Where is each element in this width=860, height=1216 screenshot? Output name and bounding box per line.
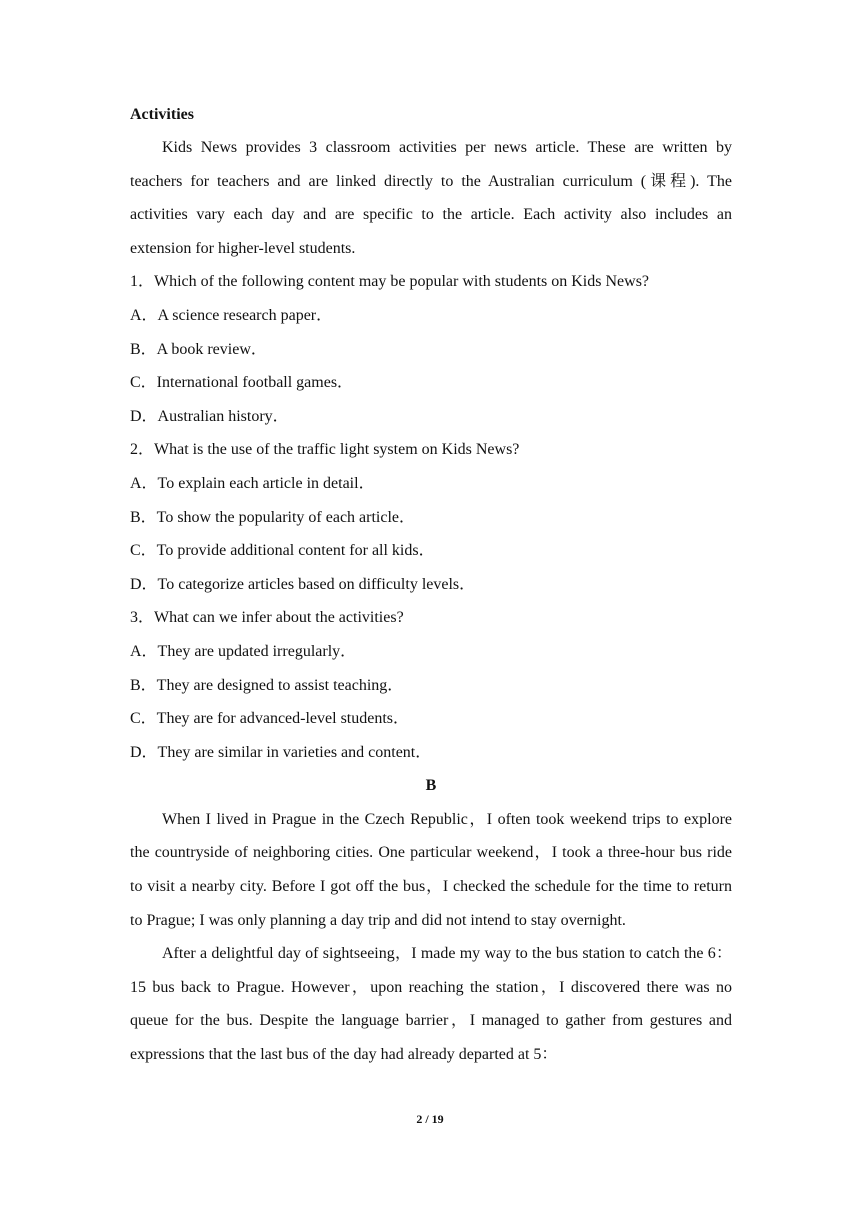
activities-paragraph: Kids News provides 3 classroom activities per news article. These are written by teachers for teachers and are linked directly to the Australian curriculum (课程). The activities vary each day and are specific to the article. Each activity also includes an extension for higher-level students. [130,139,732,257]
section-b-paragraph-1: When I lived in Prague in the Czech Republic，I often took weekend trips to explore the countryside of neighboring cities. One particular weekend，I took a three-hour bus ride to visit a nearby city. Before I got off the bus，I checked the schedule for the time to return to Prague; I was only planning a day trip and did not intend to stay overnight. [130,810,732,929]
option-c: C．They are for advanced-level students． [130,710,410,728]
option-d: D．Australian history． [130,407,289,425]
option-a: A．To explain each article in detail． [130,474,375,492]
question-stem: 1．Which of the following content may be popular with students on Kids News? [130,273,650,291]
option-b: B．To show the popularity of each article． [130,508,416,526]
option-c: C．To provide additional content for all kids． [130,542,435,560]
option-b: B．A book review． [130,340,267,358]
option-a: A．A science research paper． [130,306,333,324]
question-3 [130,601,732,769]
question-1 [130,265,732,433]
option-b: B．They are designed to assist teaching． [130,676,404,694]
question-stem: 3．What can we infer about the activities? [130,609,404,627]
option-a: A．They are updated irregularly． [130,642,357,660]
section-b-heading: B [425,777,437,795]
option-d: D．They are similar in varieties and content． [130,743,432,761]
section-b-paragraph-2: After a delightful day of sightseeing，I made my way to the bus station to catch the 6：15 bus back to Prague. However，upon reaching the station，I discovered there was no queue for the bus. Despite the language barrier，I managed to gather from gestures and expressions that the last bus of the day had already departed at 5： [130,945,732,1064]
page-number: 2 / 19 [416,1112,444,1126]
question-stem: 2．What is the use of the traffic light system on Kids News? [130,441,520,459]
question-2 [130,433,732,601]
page-content [130,98,732,1072]
activities-heading: Activities [130,106,194,123]
option-d: D．To categorize articles based on difficulty levels． [130,575,476,593]
option-c: C．International football games． [130,374,354,392]
